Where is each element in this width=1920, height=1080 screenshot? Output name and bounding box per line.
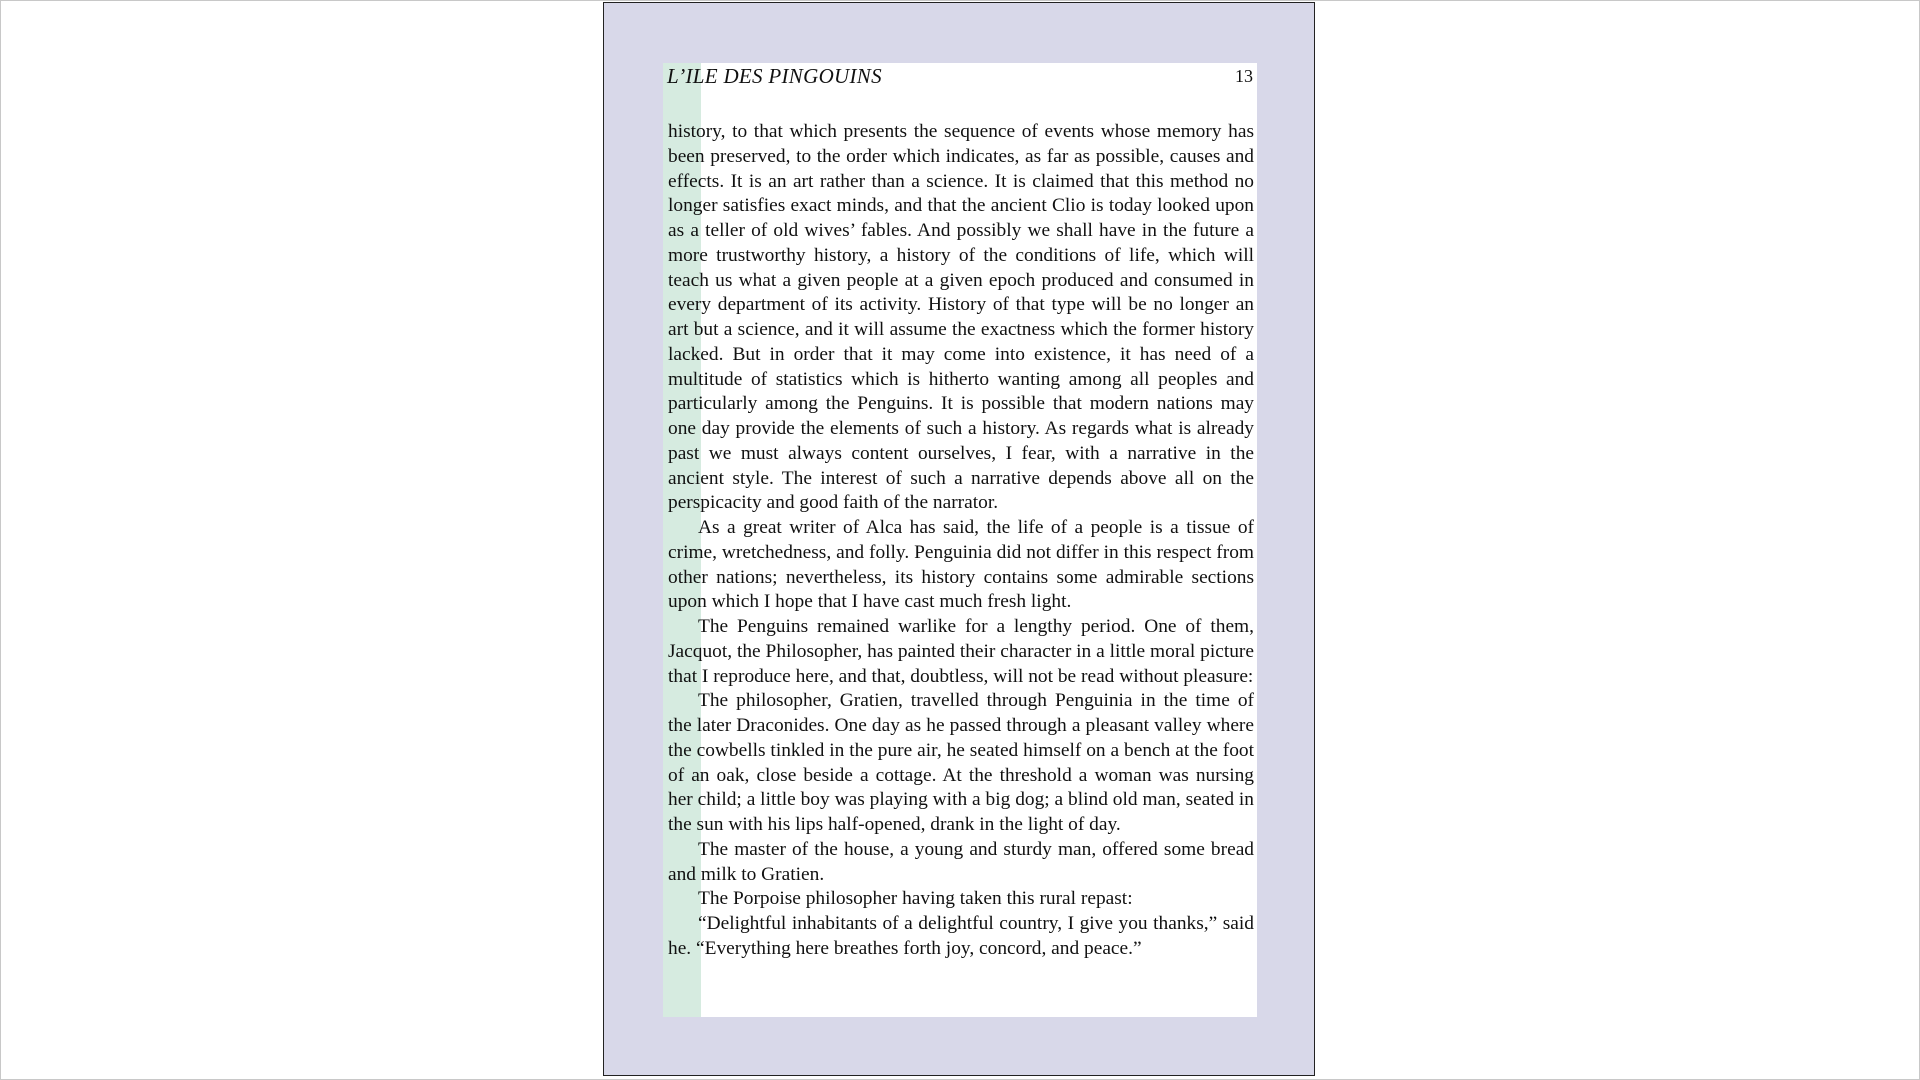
body-text bbox=[668, 120, 1254, 962]
paragraph: The Penguins remained warlike for a lengthy period. One of them, Jacquot, the Philosopher, has painted their character in a little moral picture that I reproduce here, and that, doubtless, will not be read without pleasure: bbox=[668, 616, 1254, 687]
running-head-title: L’ILE DES PINGOUINS bbox=[667, 64, 882, 88]
running-head bbox=[667, 64, 1253, 92]
page-number: 13 bbox=[1235, 66, 1253, 86]
paragraph: The master of the house, a young and sturdy man, offered some bread and milk to Gratien. bbox=[668, 838, 1254, 885]
paragraph: As a great writer of Alca has said, the life of a people is a tissue of crime, wretchedness, and folly. Penguinia did not differ in this respect from other nations; nevertheless, its history contains some admirable sections upon which I hope that I have cast much fresh light. bbox=[668, 517, 1254, 613]
paragraph: “Delightful inhabitants of a delightful country, I give you thanks,” said he. “Everything here breathes forth joy, concord, and peace.” bbox=[668, 913, 1254, 959]
paragraph: The philosopher, Gratien, travelled through Penguinia in the time of the later Draconides. One day as he passed through a pleasant valley where the cowbells tinkled in the pure air, he seated himself on a bench at the foot of an oak, close beside a cottage. At the threshold a woman was nursing her child; a little boy was playing with a big dog; a blind old man, seated in the sun with his lips half-opened, drank in the light of day. bbox=[668, 690, 1254, 835]
paragraph: The Porpoise philosopher having taken this rural repast: bbox=[698, 888, 1133, 910]
paragraph: history, to that which presents the sequence of events whose memory has been preserved, to the order which indicates, as far as possible, causes and effects. It is an art rather than a science. It is claimed that this method no longer satisfies exact minds, and that the ancient Clio is today looked upon as a teller of old wives’ fables. And possibly we shall have in the future a more trustworthy history, a history of the conditions of life, which will teach us what a given people at a given epoch produced and consumed in every department of its activity. History of that type will be no longer an art but a science, and it will assume the exactness which the former history lacked. But in order that it may come into existence, it has need of a multitude of statistics which is hitherto wanting among all peoples and particularly among the Penguins. It is possible that modern nations may one day provide the elements of such a history. As regards what is already past we must always content ourselves, I fear, with a narrative in the ancient style. The interest of such a narrative depends above all on the perspicacity and good faith of the narrator. bbox=[668, 121, 1254, 514]
